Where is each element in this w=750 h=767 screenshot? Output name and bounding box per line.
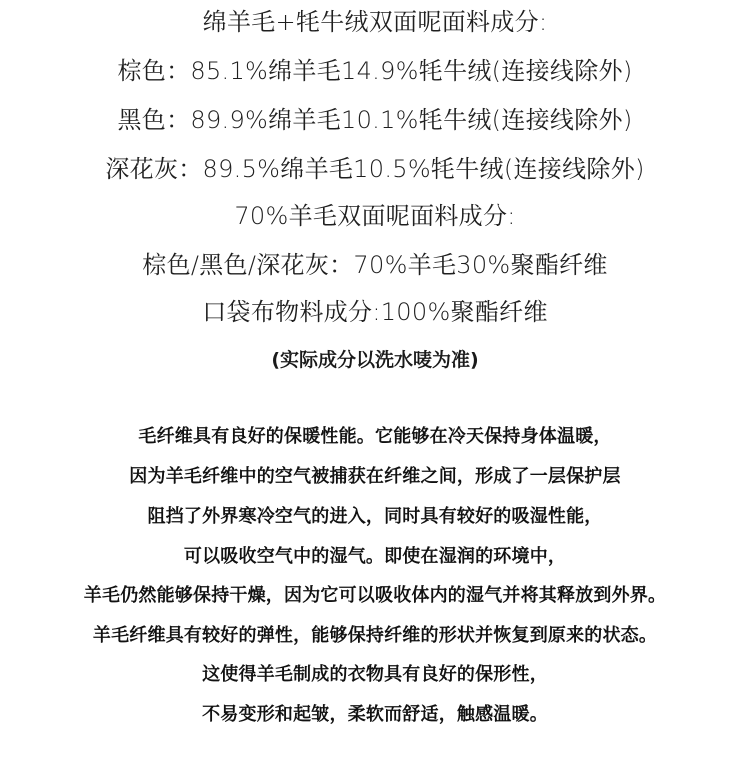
wool-cashmere-composition-title: 绵羊毛+牦牛绒双面呢面料成分:: [202, 8, 548, 36]
composition-line-dark-heather-grey: 深花灰：89.5%绵羊毛10.5%牦牛绒(连接线除外): [105, 155, 645, 183]
description-line: 可以吸收空气中的湿气。即使在湿润的环境中，: [183, 546, 567, 567]
description-line: 阻挡了外界寒冷空气的进入，同时具有较好的吸湿性能，: [147, 506, 603, 527]
wool70-composition-line: 棕色/黑色/深花灰：70%羊毛30%聚酯纤维: [142, 251, 608, 279]
description-line: 不易变形和起皱，柔软而舒适，触感温暖。: [202, 704, 548, 725]
composition-line-brown: 棕色：85.1%绵羊毛14.9%牦牛绒(连接线除外): [117, 57, 633, 85]
description-line: 羊毛纤维具有较好的弹性，能够保持纤维的形状并恢复到原来的状态。: [92, 625, 658, 646]
composition-care-label-note: (实际成分以洗水唛为准): [271, 349, 479, 371]
composition-line-black: 黑色：89.9%绵羊毛10.1%牦牛绒(连接线除外): [117, 106, 633, 134]
description-line: 因为羊毛纤维中的空气被捕获在纤维之间，形成了一层保护层: [129, 466, 621, 487]
pocket-lining-composition: 口袋布物料成分:100%聚酯纤维: [202, 298, 548, 326]
description-line: 毛纤维具有良好的保暖性能。它能够在冷天保持身体温暖，: [138, 426, 612, 447]
wool70-composition-title: 70%羊毛双面呢面料成分:: [234, 202, 516, 230]
description-line: 羊毛仍然能够保持干燥，因为它可以吸收体内的湿气并将其释放到外界。: [83, 585, 667, 606]
description-line: 这使得羊毛制成的衣物具有良好的保形性，: [202, 664, 548, 685]
